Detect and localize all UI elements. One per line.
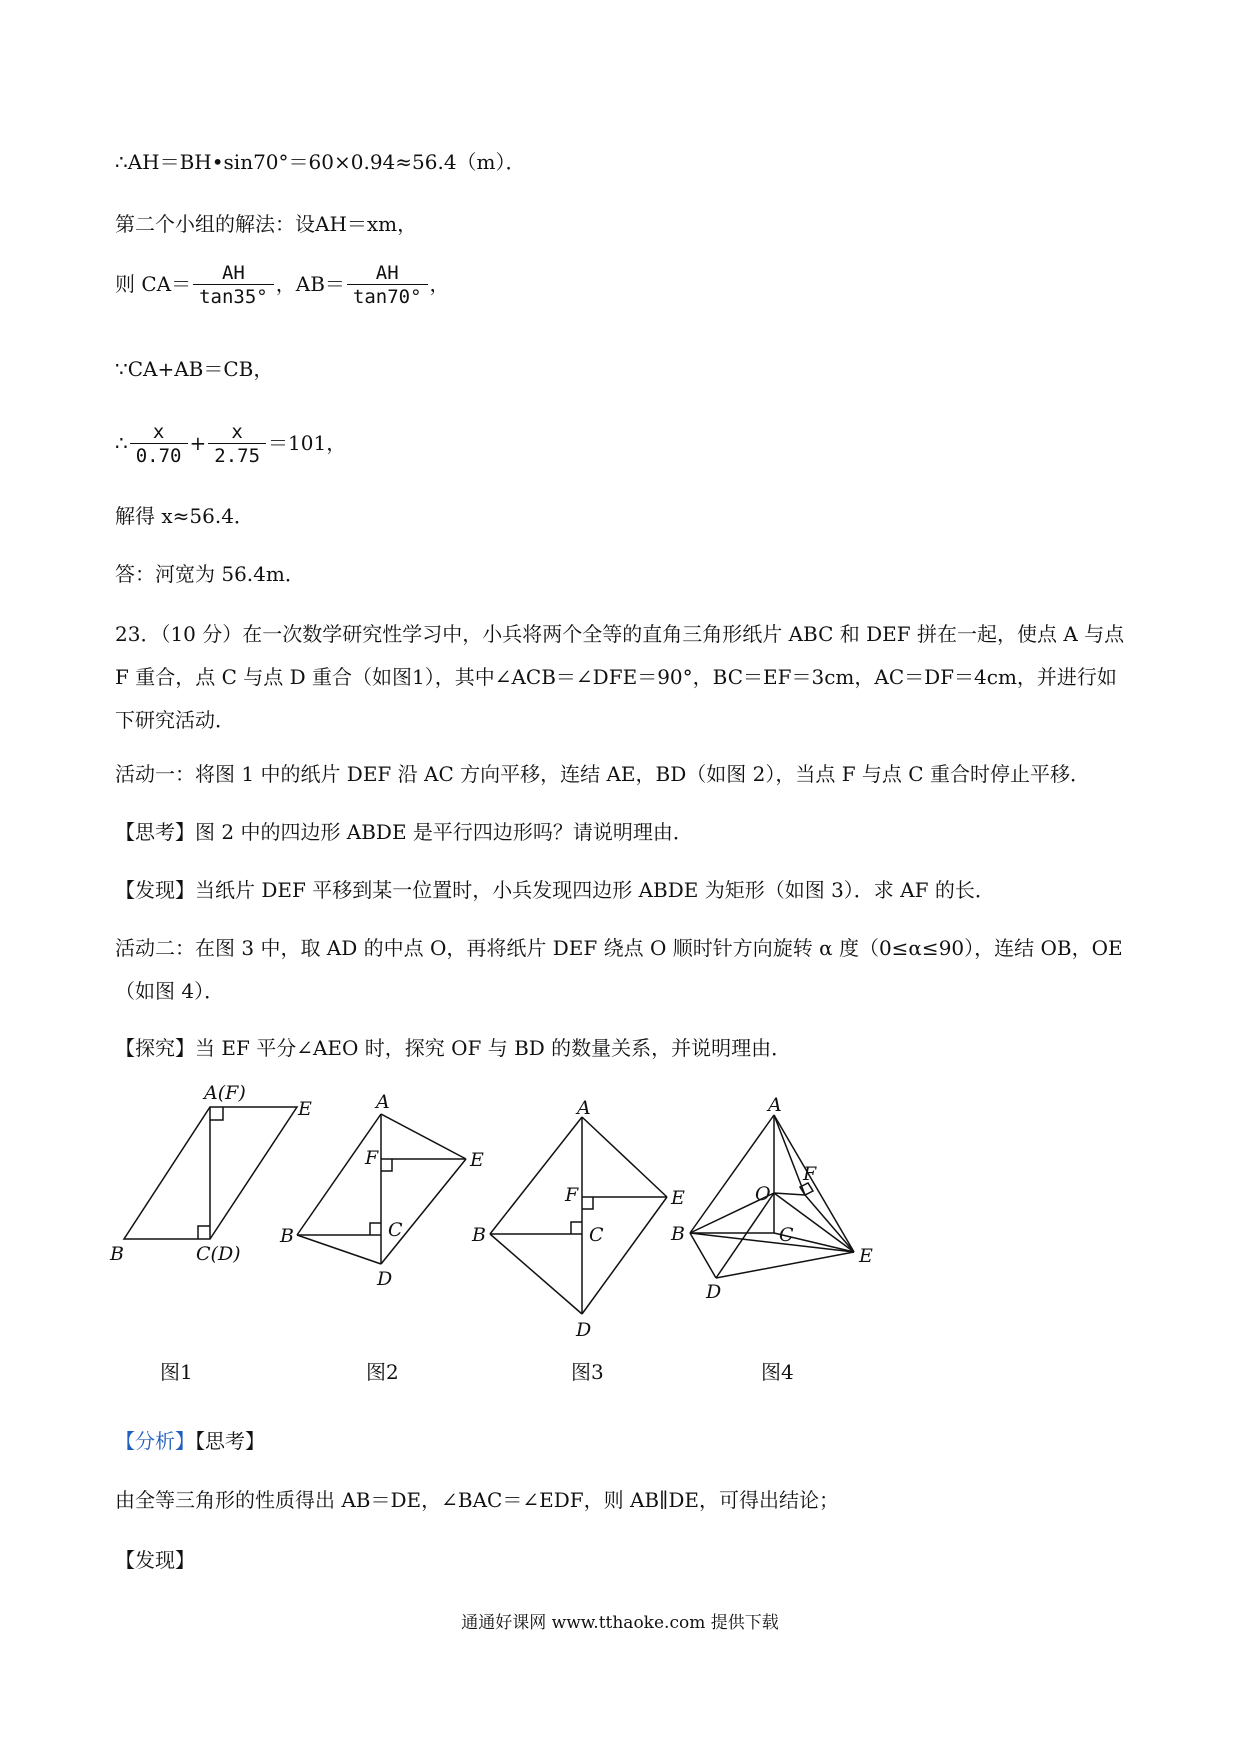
fig3-label-a: A — [577, 1097, 591, 1119]
fig3-label-f: F — [565, 1184, 579, 1206]
activity-one: 活动一：将图 1 中的纸片 DEF 沿 AC 方向平移，连结 AE，BD（如图 2），当点 F 与点 C 重合时停止平移． — [115, 762, 1090, 786]
line5-prefix: ∴ — [115, 431, 128, 455]
fraction-ah-tan70 — [347, 262, 428, 309]
fig4-label-c: C — [779, 1224, 794, 1246]
figure-3-caption: 图3 — [571, 1360, 604, 1384]
solution-line-5 — [115, 413, 346, 473]
fraction-numerator: x — [208, 421, 266, 444]
solution-line-1: ∴AH＝BH•sin70°＝60×0.94≈56.4（m）． — [115, 150, 526, 174]
solution-line-3 — [115, 254, 450, 314]
line3-prefix: 则 CA＝ — [115, 272, 192, 296]
fraction-x-070 — [130, 421, 188, 468]
fig1-label-a: A(F) — [204, 1082, 246, 1104]
fig4-label-b: B — [671, 1223, 685, 1245]
fig1-label-e: E — [298, 1098, 312, 1120]
fig2-label-a: A — [376, 1091, 390, 1113]
analysis-line-1: 由全等三角形的性质得出 AB＝DE，∠BAC＝∠EDF，则 AB∥DE，可得出结论； — [115, 1488, 839, 1512]
problem-23-statement: 23．（10 分）在一次数学研究性学习中，小兵将两个全等的直角三角形纸片 ABC 和 DEF 拼在一起，使点 A 与点 F 重合，点 C 与点 D 重合（如图1），其中∠ACB＝∠DFE＝90°，BC＝EF＝3cm，AC＝DF＝4cm，并进行如下研究活动． — [115, 622, 1125, 732]
fraction-denominator: 0.70 — [135, 445, 182, 467]
explore-question: 【探究】当 EF 平分∠AEO 时，探究 OF 与 BD 的数量关系，并说明理由． — [115, 1036, 792, 1060]
fig1-label-b: B — [110, 1243, 124, 1265]
analysis-discover-tag: 【发现】 — [115, 1548, 195, 1572]
fig2-label-c: C — [388, 1219, 403, 1241]
solution-line-6: 解得 x≈56.4． — [115, 504, 254, 528]
fraction-denominator: 2.75 — [214, 445, 261, 467]
fig4-label-e: E — [859, 1245, 873, 1267]
solution-line-4: ∵CA+AB＝CB， — [115, 357, 274, 381]
fig2-label-e: E — [470, 1149, 484, 1171]
fig2-label-f: F — [365, 1147, 379, 1169]
page-footer: 通通好课网 www.tthaoke.com 提供下载 — [461, 1613, 779, 1633]
fig3-label-e: E — [671, 1187, 685, 1209]
fraction-denominator: tan70° — [352, 286, 422, 308]
fig3-label-d: D — [576, 1319, 592, 1341]
fig2-label-b: B — [280, 1225, 294, 1247]
figure-4-caption: 图4 — [761, 1360, 794, 1384]
fraction-ah-tan35 — [193, 262, 274, 309]
analysis-heading — [115, 1427, 265, 1455]
fig3-label-c: C — [589, 1224, 604, 1246]
figure-1-caption: 图1 — [160, 1360, 193, 1384]
fraction-numerator: AH — [347, 262, 428, 285]
figure-4-diagram — [670, 1094, 900, 1320]
figure-2-caption: 图2 — [366, 1360, 399, 1384]
figure-3-diagram — [470, 1097, 700, 1341]
fig2-label-d: D — [377, 1268, 393, 1290]
fig4-label-o: O — [755, 1183, 771, 1205]
line3-suffix: ， — [429, 272, 450, 296]
fraction-numerator: AH — [193, 262, 274, 285]
solution-line-2: 第二个小组的解法：设AH＝xm， — [115, 212, 418, 236]
fig1-label-c: C(D) — [196, 1243, 241, 1265]
line5-mid: + — [189, 431, 207, 455]
fig4-label-f: F — [803, 1163, 817, 1185]
think-question: 【思考】图 2 中的四边形 ABDE 是平行四边形吗？请说明理由． — [115, 820, 693, 844]
fig3-label-b: B — [472, 1224, 486, 1246]
activity-two: 活动二：在图 3 中，取 AD 的中点 O，再将纸片 DEF 绕点 O 顺时针方向旋转 α 度（0≤α≤90），连结 OB，OE（如图 4）． — [115, 936, 1123, 1003]
fig4-label-a: A — [768, 1094, 782, 1116]
analysis-tag: 【分析】 — [115, 1429, 195, 1453]
line5-suffix: ＝101， — [268, 431, 347, 455]
discover-question: 【发现】当纸片 DEF 平移到某一位置时，小兵发现四边形 ABDE 为矩形（如图 3）．求 AF 的长． — [115, 878, 995, 902]
fraction-denominator: tan35° — [199, 286, 268, 308]
fraction-numerator: x — [130, 421, 188, 444]
fraction-x-275 — [208, 421, 266, 468]
solution-line-7: 答：河宽为 56.4m． — [115, 562, 305, 586]
analysis-think-tag: 【思考】 — [195, 1429, 265, 1453]
line3-mid: ，AB＝ — [275, 272, 345, 296]
fig4-label-d: D — [706, 1281, 722, 1303]
